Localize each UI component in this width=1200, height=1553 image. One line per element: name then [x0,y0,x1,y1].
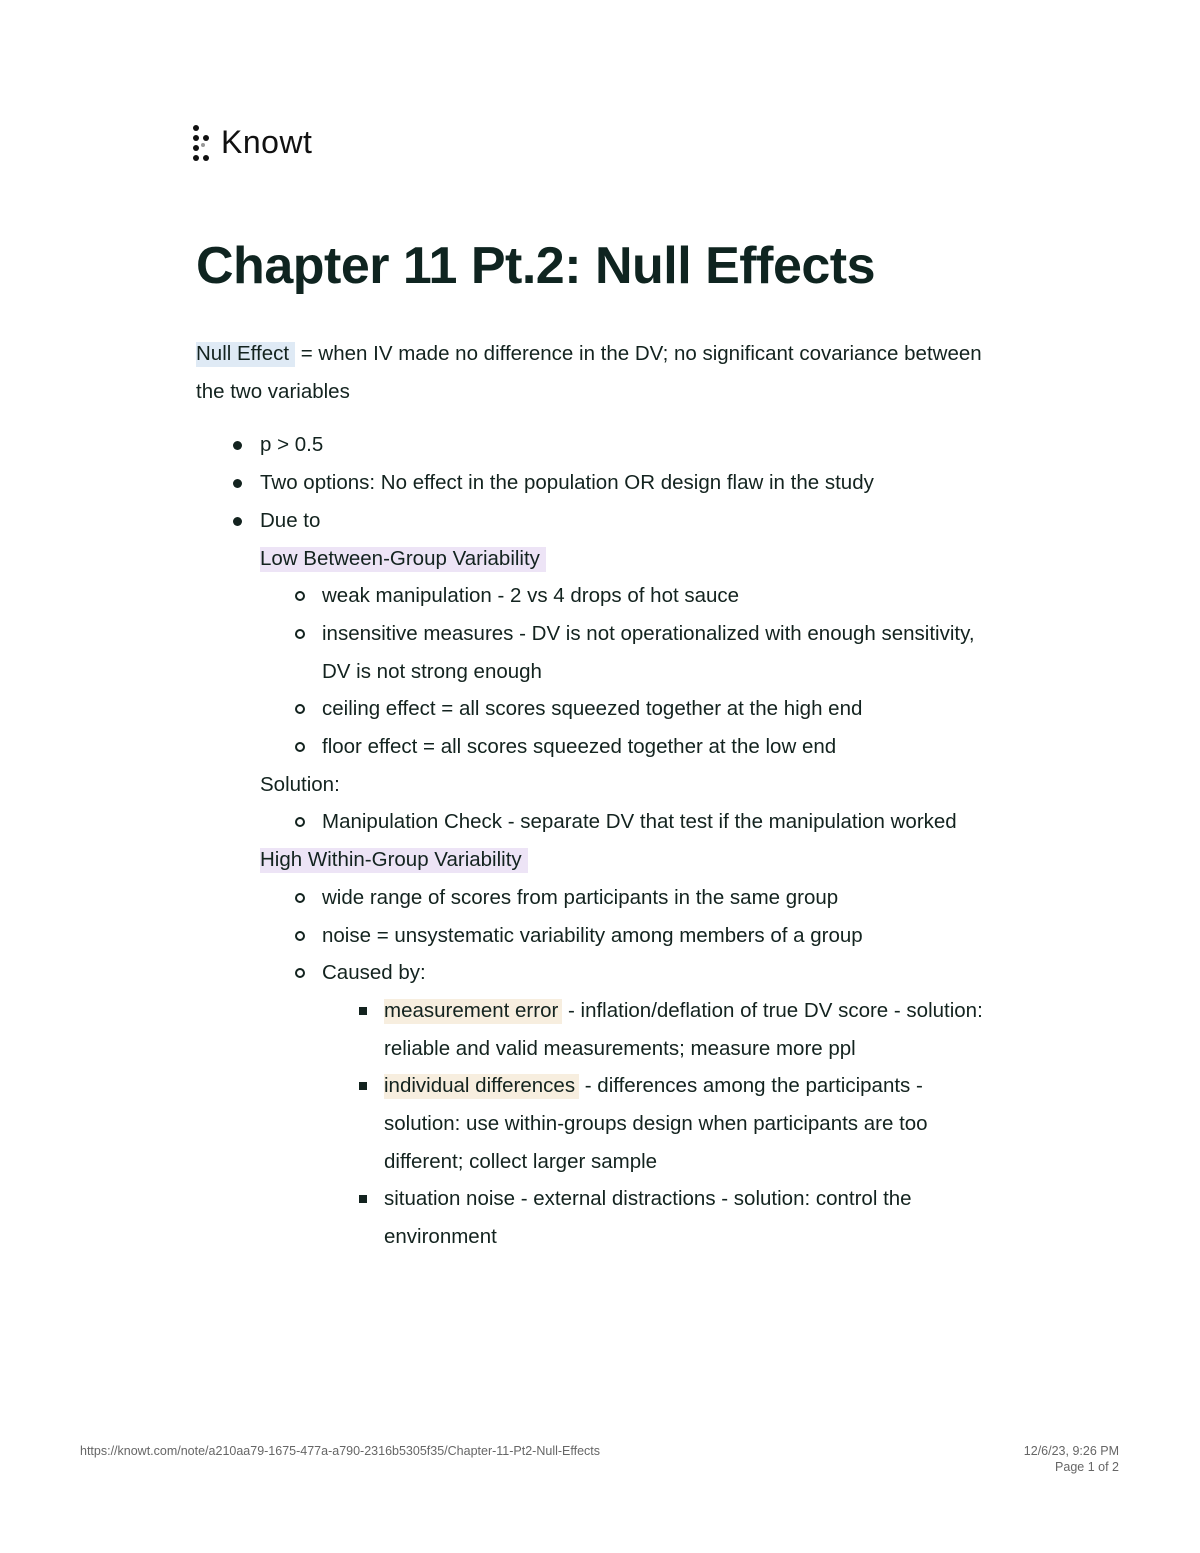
square-bullet-icon [359,1195,367,1203]
list-item [196,690,982,728]
knowt-logo [193,124,312,161]
list-item [196,954,982,992]
circle-bullet-icon [295,742,305,752]
item-text: insensitive measures - DV is not operationalized with enough sensitivity, DV is not strong enough [322,621,975,683]
definition [196,335,996,410]
section-heading [196,841,996,879]
list-item [196,502,996,540]
item-text: p > 0.5 [260,433,324,457]
list-item [196,879,982,917]
list-item [196,917,982,955]
circle-bullet-icon [295,931,305,941]
item-text: - external distractions - solution: control the environment [384,1187,912,1249]
highlighted-term: Null Effect [196,342,295,367]
definition-text: = when IV made no difference in the DV; no significant covariance between the two variables [196,342,982,403]
item-text: weak manipulation - 2 vs 4 drops of hot sauce [322,584,740,608]
item-text: Caused by: [322,961,426,985]
list-item [196,1067,984,1180]
highlighted-heading: High Within-Group Variability [260,848,528,873]
bullet-icon [233,441,242,450]
square-bullet-icon [359,1007,367,1015]
highlighted-term: individual differences [384,1074,579,1099]
item-text: - differences among the participants - solution: use within-groups design when participants are too different; collect larger sample [384,1074,928,1173]
list-item [196,1180,984,1255]
item-text: - inflation/deflation of true DV score - solution: reliable and valid measurements; measure more ppl [384,998,983,1060]
footer-meta [1024,1443,1119,1475]
page-title: Chapter 11 Pt.2: Null Effects [196,237,876,295]
highlighted-heading: Low Between-Group Variability [260,547,546,572]
item-text: wide range of scores from participants in the same group [322,885,839,909]
list-item [196,464,996,502]
list-item [196,426,996,464]
note-content [196,335,996,1256]
list-item [196,615,982,690]
circle-bullet-icon [295,893,305,903]
page-number: Page 1 of 2 [1055,1460,1119,1474]
square-bullet-icon [359,1082,367,1090]
highlighted-term: measurement error [384,999,562,1024]
circle-bullet-icon [295,629,305,639]
list-item [196,728,982,766]
section-heading [196,540,996,578]
footer-url: https://knowt.com/note/a210aa79-1675-477a-a790-2316b5305f35/Chapter-11-Pt2-Null-Effects [80,1444,601,1458]
item-text: Two options: No effect in the population OR design flaw in the study [260,471,874,495]
item-text: noise = unsystematic variability among members of a group [322,923,863,947]
item-text: Due to [260,508,321,532]
bullet-icon [233,517,242,526]
item-text: Manipulation Check - separate DV that test if the manipulation worked [322,810,957,834]
circle-bullet-icon [295,817,305,827]
circle-bullet-icon [295,968,305,978]
circle-bullet-icon [295,591,305,601]
list-item [196,992,984,1067]
solution-label: Solution: [260,772,340,796]
footer-datetime: 12/6/23, 9:26 PM [1023,1444,1119,1458]
list-item [196,803,982,841]
logo-text: Knowt [221,124,313,160]
item-text: ceiling effect = all scores squeezed together at the high end [322,697,863,721]
knowt-logo-icon [193,125,213,161]
bullet-icon [233,479,242,488]
item-text: floor effect = all scores squeezed together at the low end [322,735,837,759]
circle-bullet-icon [295,704,305,714]
item-term: situation noise [384,1187,516,1211]
list-item [196,577,982,615]
